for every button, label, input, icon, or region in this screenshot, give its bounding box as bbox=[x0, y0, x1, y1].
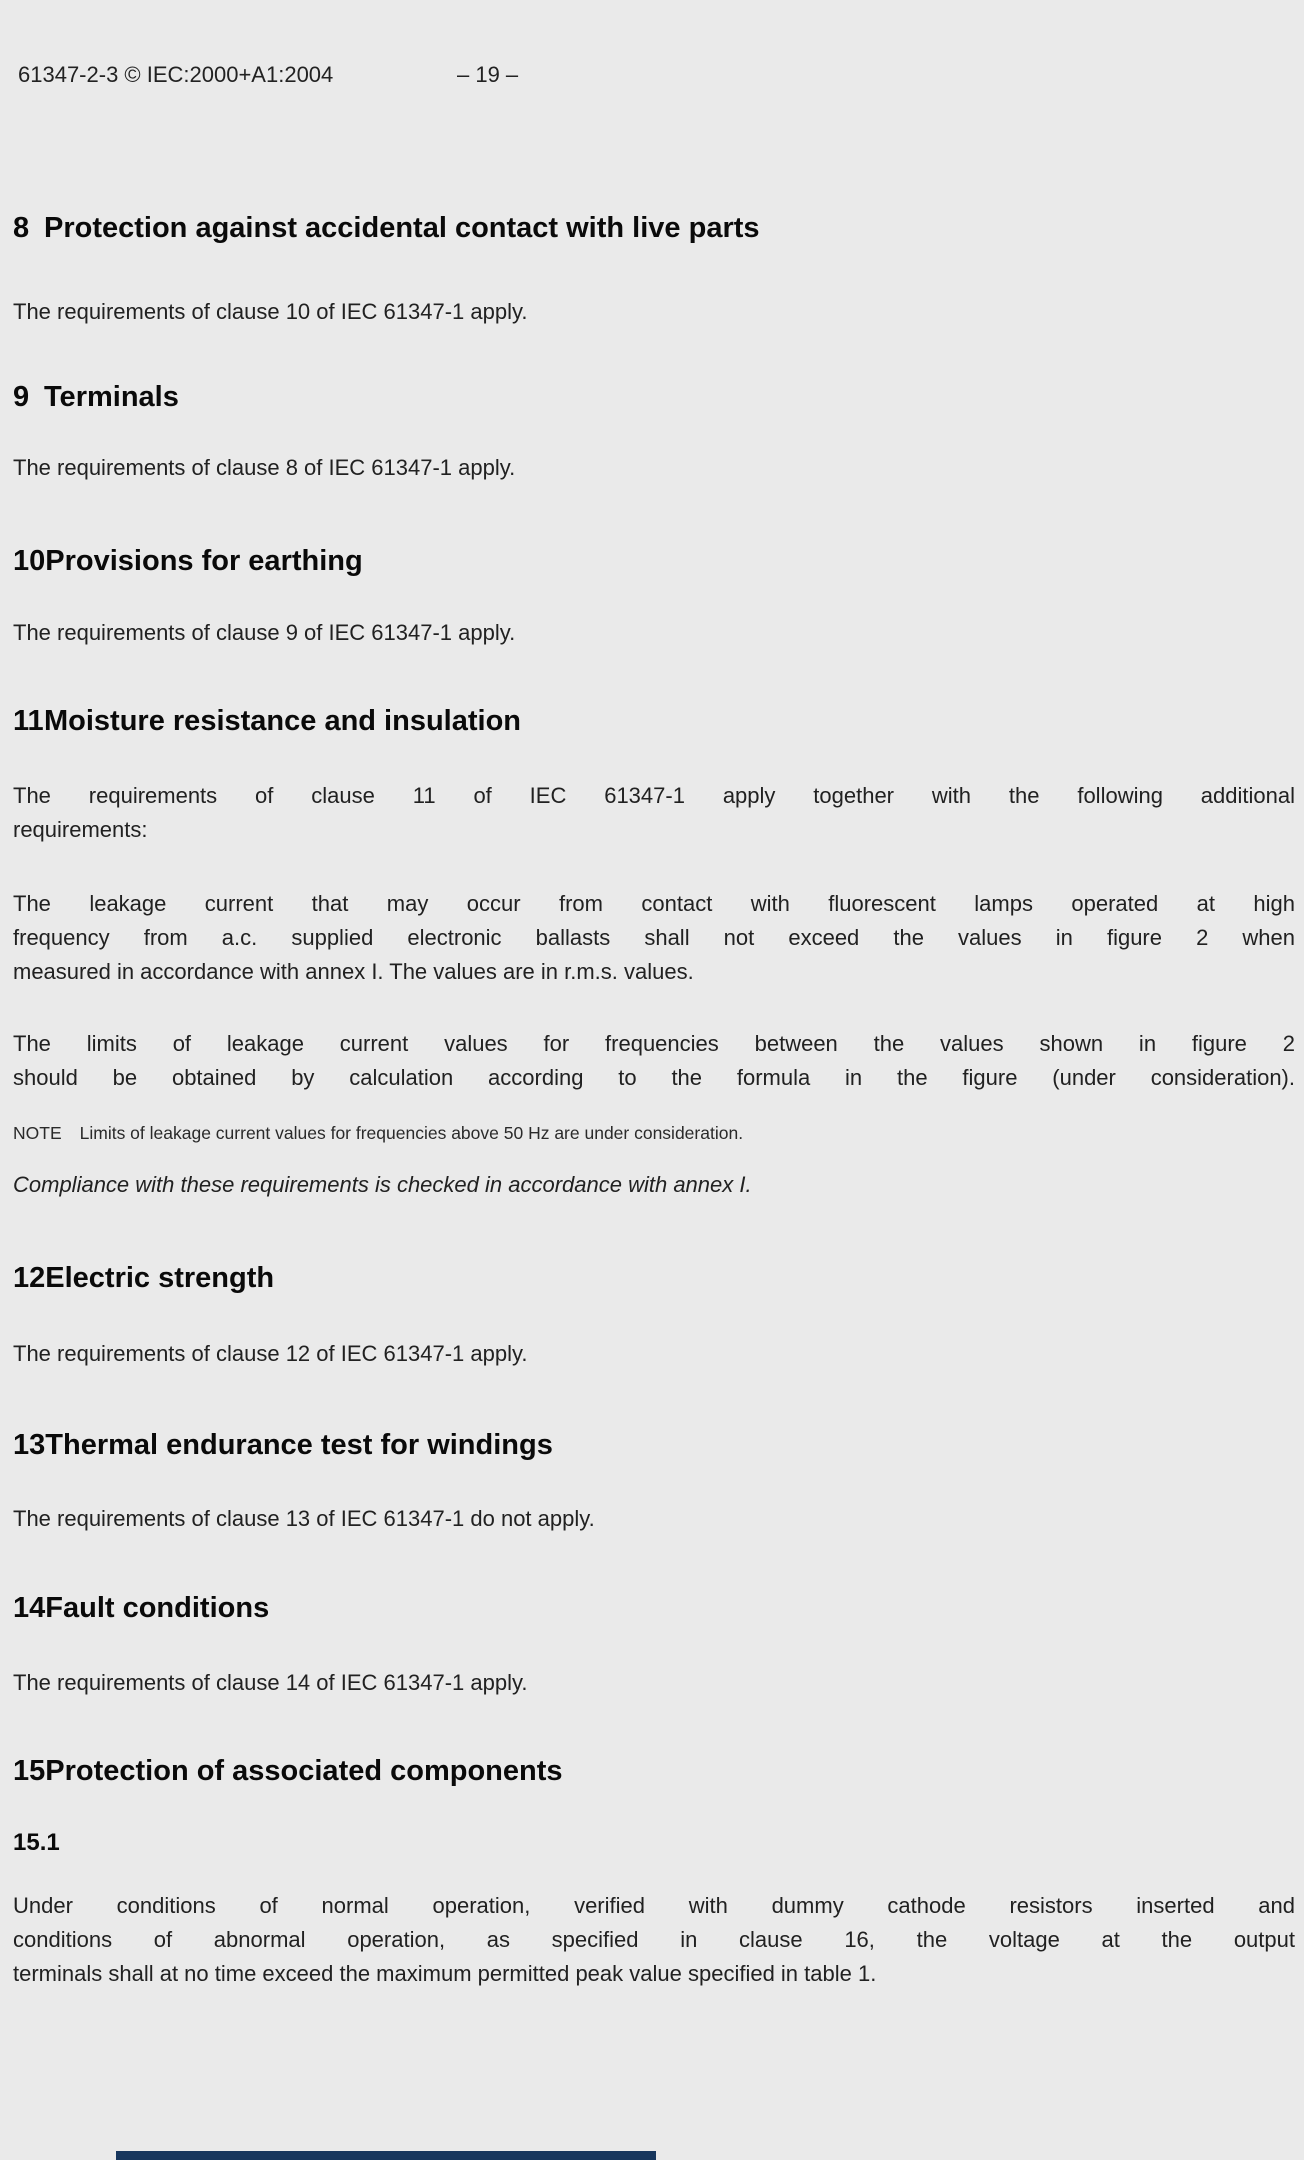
clause-title: Thermal endurance test for windings bbox=[45, 1429, 553, 1461]
paragraph-line: The requirements of clause 14 of IEC 61347-1 apply. bbox=[13, 1670, 528, 1695]
clause-9-heading bbox=[13, 379, 1295, 415]
note-text: Limits of leakage current values for frequencies above 50 Hz are under consideration. bbox=[79, 1123, 744, 1143]
clause-title: Protection against accidental contact with live parts bbox=[44, 212, 760, 244]
paragraph-line: The requirements of clause 9 of IEC 61347-1 apply. bbox=[13, 620, 516, 645]
clause-11-paragraph-2 bbox=[13, 887, 1295, 989]
document-reference: 61347-2-3 © IEC:2000+A1:2004 bbox=[18, 62, 334, 87]
clause-number: 15 bbox=[13, 1755, 46, 1787]
clause-10-heading bbox=[13, 543, 1295, 579]
paragraph-line: The requirements of clause 13 of IEC 61347-1 do not apply. bbox=[13, 1506, 595, 1531]
clause-title: Moisture resistance and insulation bbox=[44, 705, 521, 737]
clause-11-paragraph-1 bbox=[13, 779, 1295, 847]
clause-12-paragraph bbox=[13, 1337, 1295, 1371]
clause-title: Electric strength bbox=[45, 1262, 275, 1294]
clause-number: 14 bbox=[13, 1592, 46, 1624]
clause-11-compliance: Compliance with these requirements is checked in accordance with annex I. bbox=[13, 1172, 752, 1197]
clause-13-heading bbox=[13, 1427, 1295, 1463]
clause-number: 10 bbox=[13, 545, 46, 577]
paragraph-line: Under conditions of normal operation, verified with dummy cathode resistors inserted and bbox=[13, 1893, 1295, 1918]
page-number: – 19 – bbox=[457, 62, 519, 87]
clause-13-paragraph bbox=[13, 1502, 1295, 1536]
clause-11-heading bbox=[13, 703, 1295, 739]
page-header bbox=[18, 62, 1288, 88]
clause-14-paragraph bbox=[13, 1666, 1295, 1700]
paragraph-line: The requirements of clause 10 of IEC 61347-1 apply. bbox=[13, 299, 528, 324]
clause-number: 13 bbox=[13, 1429, 46, 1461]
paragraph-line: terminals shall at no time exceed the maximum permitted peak value specified in table 1. bbox=[13, 1961, 877, 1986]
clause-title: Terminals bbox=[44, 381, 179, 413]
paragraph-line: The leakage current that may occur from contact with fluorescent lamps operated at high bbox=[13, 891, 1295, 916]
clause-10-paragraph bbox=[13, 616, 1295, 650]
paragraph-line: conditions of abnormal operation, as specified in clause 16, the voltage at the output bbox=[13, 1927, 1295, 1952]
paragraph-line: The requirements of clause 11 of IEC 61347-1 apply together with the following additional bbox=[13, 783, 1295, 808]
clause-title: Fault conditions bbox=[45, 1592, 270, 1624]
paragraph-line: should be obtained by calculation according to the formula in the figure (under consideration). bbox=[13, 1065, 1295, 1090]
paragraph-line: measured in accordance with annex I. The values are in r.m.s. values. bbox=[13, 959, 694, 984]
clause-9-paragraph bbox=[13, 451, 1295, 485]
clause-15-heading bbox=[13, 1753, 1295, 1789]
clause-number: 12 bbox=[13, 1262, 46, 1294]
subclause-15-1-paragraph bbox=[13, 1889, 1295, 1991]
subclause-15-1-number: 15.1 bbox=[13, 1829, 60, 1856]
clause-14-heading bbox=[13, 1590, 1295, 1626]
clause-title: Protection of associated components bbox=[45, 1755, 563, 1787]
paragraph-line: The requirements of clause 8 of IEC 61347-1 apply. bbox=[13, 455, 516, 480]
paragraph-line: requirements: bbox=[13, 817, 148, 842]
paragraph-line: The requirements of clause 12 of IEC 61347-1 apply. bbox=[13, 1341, 528, 1366]
clause-12-heading bbox=[13, 1260, 1295, 1296]
note-label: NOTE bbox=[13, 1123, 62, 1143]
paragraph-line: The limits of leakage current values for frequencies between the values shown in figure 2 bbox=[13, 1031, 1295, 1056]
clause-number: 8 bbox=[13, 212, 30, 244]
paragraph-line: frequency from a.c. supplied electronic ballasts shall not exceed the values in figure 2 when bbox=[13, 925, 1295, 950]
clause-8-paragraph bbox=[13, 295, 1295, 329]
clause-number: 11 bbox=[13, 705, 44, 737]
clause-11-note bbox=[13, 1123, 1295, 1144]
clause-8-heading bbox=[13, 210, 1295, 246]
clause-title: Provisions for earthing bbox=[45, 545, 363, 577]
bottom-accent-bar bbox=[116, 2151, 656, 2160]
clause-number: 9 bbox=[13, 381, 30, 413]
clause-11-paragraph-3 bbox=[13, 1027, 1295, 1095]
